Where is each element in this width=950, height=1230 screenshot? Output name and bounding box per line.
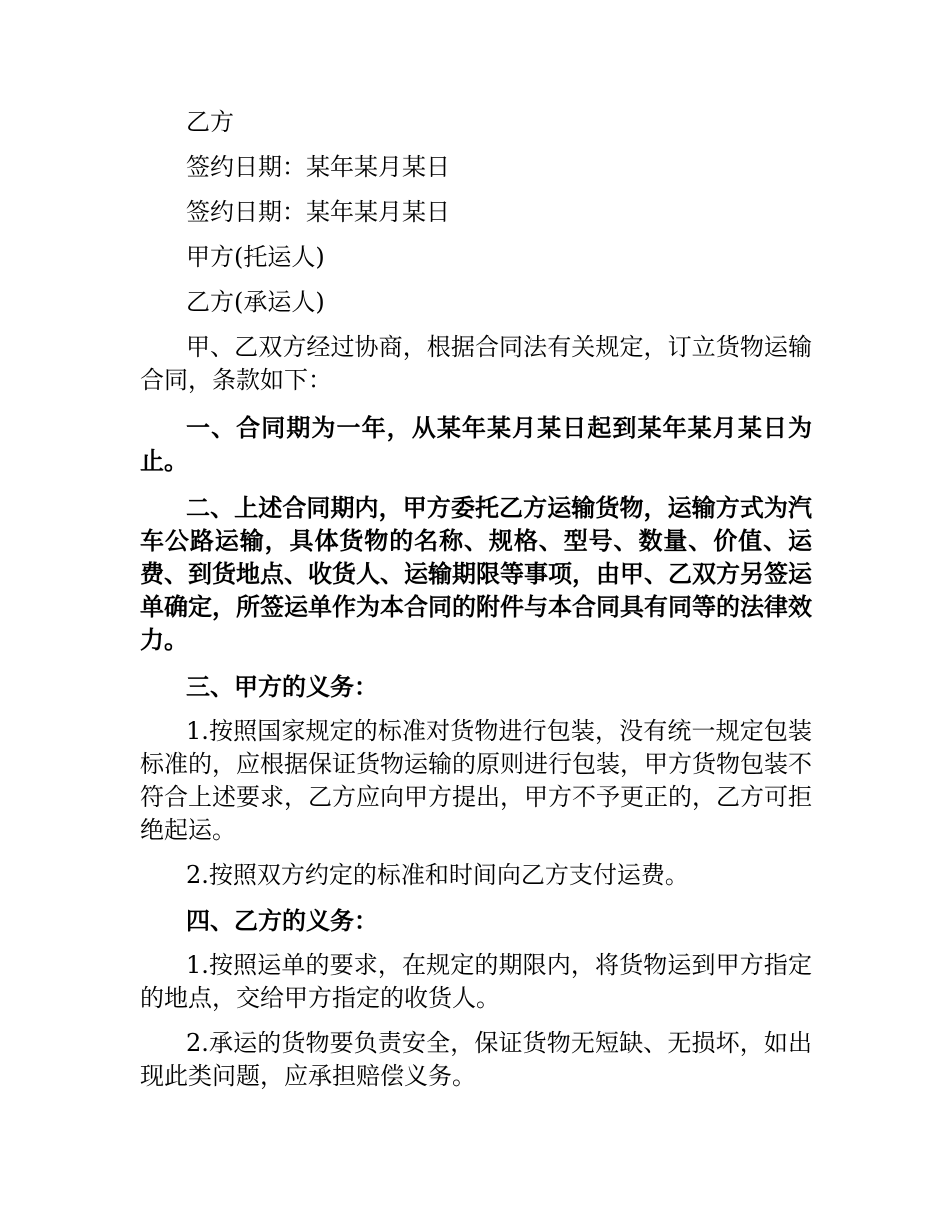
signing-date-line-2: 签约日期：某年某月某日 [186, 198, 450, 226]
party-a-shipper: 甲方(托运人) [186, 243, 325, 271]
party-b-carrier: 乙方(承运人) [186, 288, 325, 316]
document-page [140, 106, 812, 1105]
clause-3-item-2: 2.按照双方约定的标准和时间向乙方支付运费。 [186, 861, 689, 889]
party-b-label: 乙方 [186, 108, 234, 136]
clause-4-item-2: 2.承运的货物要负责安全，保证货物无短缺、无损坏，如出现此类问题，应承担赔偿义务。 [140, 1029, 812, 1090]
clause-4-heading: 四、乙方的义务： [186, 906, 378, 935]
clause-3-item-1: 1.按照国家规定的标准对货物进行包装，没有统一规定包装标准的，应根据保证货物运输的原则进行包装，甲方货物包装不符合上述要求，乙方应向甲方提出，甲方不予更正的，乙方可拒绝起运。 [140, 717, 812, 844]
clause-2-scope: 二、上述合同期内，甲方委托乙方运输货物，运输方式为汽车公路运输，具体货物的名称、规格、型号、数量、价值、运费、到货地点、收货人、运输期限等事项，由甲、乙双方另签运单确定，所签运单作为本合同的附件与本合同具有同等的法律效力。 [140, 493, 812, 654]
contract-preamble: 甲、乙双方经过协商，根据合同法有关规定，订立货物运输合同，条款如下： [140, 333, 812, 394]
clause-4-item-1: 1.按照运单的要求，在规定的期限内，将货物运到甲方指定的地点，交给甲方指定的收货人。 [140, 951, 812, 1012]
clause-3-heading: 三、甲方的义务： [186, 672, 378, 701]
clause-1-term: 一、合同期为一年，从某年某月某日起到某年某月某日为止。 [140, 413, 812, 475]
signing-date-line-1: 签约日期：某年某月某日 [186, 153, 450, 181]
